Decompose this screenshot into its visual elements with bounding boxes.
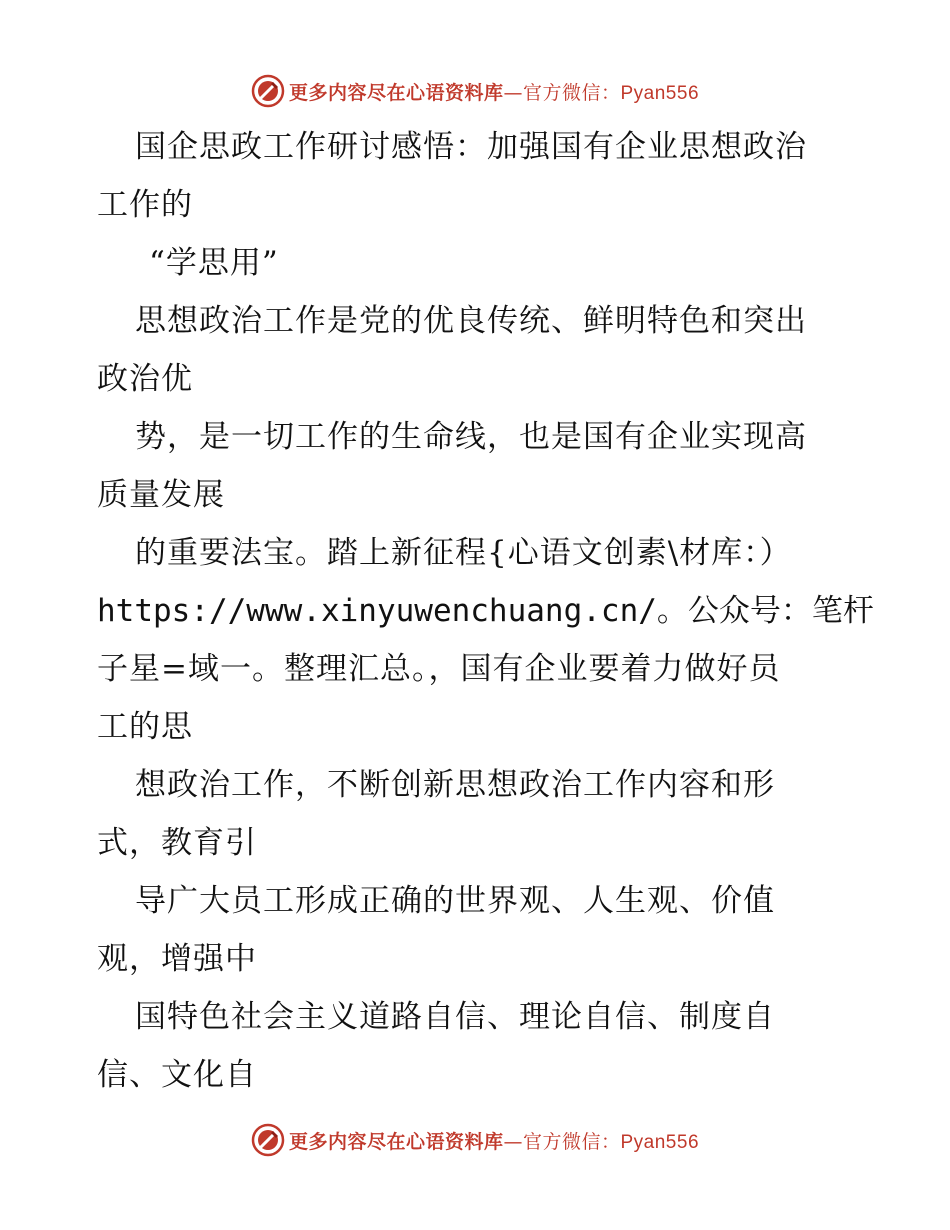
paragraph-line: 导广大员工形成正确的世界观、人生观、价值: [135, 883, 775, 919]
paragraph-line: 政治优: [97, 361, 193, 397]
banner-wechat-label: 官方微信：: [522, 81, 621, 104]
footer-banner: [0, 1120, 950, 1160]
logo-icon: [251, 74, 285, 108]
title-line-3: “学思用”: [149, 245, 279, 281]
paragraph-line: 质量发展: [97, 477, 225, 513]
header-banner: [0, 71, 950, 111]
paragraph-line: 思想政治工作是党的优良传统、鲜明特色和突出: [135, 303, 807, 339]
banner-text: [289, 78, 699, 105]
paragraph-line: 国特色社会主义道路自信、理论自信、制度自: [135, 999, 775, 1035]
banner-brand: 更多内容尽在心语资料库: [288, 81, 504, 104]
logo-icon: [251, 1123, 285, 1157]
banner-wechat-label: 官方微信：: [522, 1130, 621, 1153]
banner-text: [289, 1127, 699, 1154]
banner-dash: —: [503, 1130, 523, 1153]
banner-dash: —: [503, 81, 523, 104]
document-body: [97, 118, 874, 1104]
paragraph-line: 工的思: [97, 709, 193, 745]
banner-wechat-handle: Pyan556: [620, 1131, 700, 1153]
paragraph-line: 想政治工作，不断创新思想政治工作内容和形: [135, 767, 775, 803]
banner-wechat-handle: Pyan556: [620, 82, 700, 104]
paragraph-line-url: https://www.xinyuwenchuang.cn/。公众号：笔杆: [97, 593, 874, 629]
paragraph-line: 的重要法宝。踏上新征程{心语文创素\材库：）: [135, 535, 792, 571]
paragraph-line: 式，教育引: [97, 825, 257, 861]
title-line-2: 工作的: [97, 187, 193, 223]
paragraph-line: 势，是一切工作的生命线，也是国有企业实现高: [135, 419, 807, 455]
paragraph-line: 观，增强中: [97, 941, 257, 977]
title-line-1: 国企思政工作研讨感悟：加强国有企业思想政治: [135, 129, 807, 165]
banner-brand: 更多内容尽在心语资料库: [288, 1130, 504, 1153]
paragraph-line: 子星=域一。整理汇总。，国有企业要着力做好员: [97, 651, 781, 687]
paragraph-line: 信、文化自: [97, 1057, 257, 1093]
